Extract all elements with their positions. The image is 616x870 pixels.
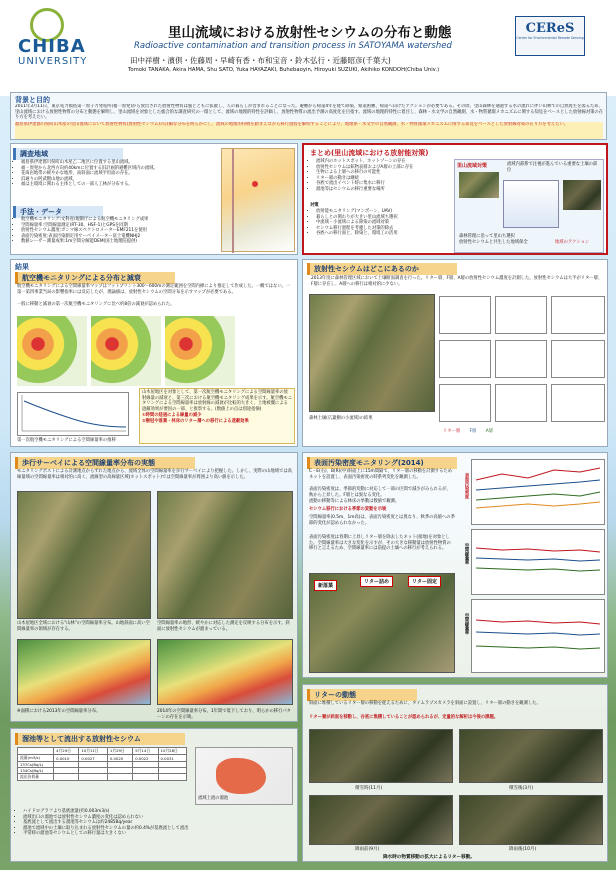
table-cell: 4月29日 <box>54 748 79 755</box>
pond-notes <box>17 809 293 837</box>
summary-diagram-title: 里山流域対策 <box>457 163 488 169</box>
map-road <box>232 149 234 253</box>
pond-table-row <box>18 774 187 781</box>
surface-section <box>302 452 608 678</box>
surface-text-2: 表面汚染密度は、季節的変動に対応して一部の区間で減少がみられるが、秋から上昇した。F層とは異なる変化。 <box>309 487 451 498</box>
where-graph-7 <box>439 384 491 422</box>
summary-diagram <box>454 159 604 253</box>
surface-chart-1 <box>471 459 605 525</box>
aerial-heading: 航空機モニタリングによる分布と減衰 <box>15 272 175 284</box>
ceres-logo <box>515 16 585 56</box>
measure-item: • 中流域・小流域による除染の流域対策 <box>316 220 450 226</box>
table-cell: 0.0031 <box>158 755 186 762</box>
aerial-section <box>10 259 298 447</box>
measure-item: • 暮らしとの関わりが大きい里山流域ち選択 <box>316 215 450 221</box>
summary-heading: まとめ(里山流域における放射能対策) <box>310 149 429 157</box>
summary-section <box>302 143 608 255</box>
summary-legend-3: 地域のアクション <box>555 240 590 245</box>
study-area-list <box>15 160 215 188</box>
walk-dem-left <box>17 639 151 705</box>
walk-dem-right <box>157 639 293 705</box>
summary-item: • 生物による上層への移行の可能性 <box>316 170 450 176</box>
where-text: 2013年度に森林管理区域において土壌断面調査を行った。リター層、F層、A層の放射性セシウム濃度を計測した。放射性セシウムは大半がリター層、F層に存在し、A層への移行は相対的に少ない。 <box>311 276 603 287</box>
walk-caption-bottom-left: ※面積における2013年の空間線量率分布。 <box>17 709 101 714</box>
aerial-callout <box>139 388 295 444</box>
table-cell: 流出負荷量 <box>18 774 54 781</box>
aerial-decay-graph <box>17 392 129 436</box>
summary-diagram-caption: 流域内部系で注視が進んでいる重要な土壌の部位 <box>507 162 598 173</box>
methods-item: • 航空機モニタリング:文科省/規制庁による航空機モニタリング成果 <box>21 217 217 223</box>
pond-note: • 平常時の溜池等セシウムとしての移行量は大きくない <box>23 831 293 837</box>
summary-legend-1: 森林管理に沿って里山ち選択 <box>459 234 515 239</box>
litter-photo-4 <box>459 795 603 845</box>
litter-photo-caption-3: 降雨前(9月) <box>355 847 380 852</box>
study-area-map <box>221 148 295 252</box>
pond-table-row <box>18 755 187 762</box>
pond-map <box>195 747 293 805</box>
aerial-map-1 <box>17 316 87 386</box>
surface-chart-1-lines <box>472 460 604 524</box>
table-cell: 0.0022 <box>133 755 158 762</box>
where-aerial-photo <box>309 294 435 412</box>
aerial-callout-point-1: ①時間の経過による線量の減少 <box>142 413 202 419</box>
authors-jp: 田中祥樹・濱倶・佐藤周・早崎有香・布和宝音・鈴木弘行・近藤昭彦(千葉大) <box>130 56 391 65</box>
ceres-logo-sub: Center for Environmental Remote Sensing <box>516 36 584 40</box>
map-red-marker <box>252 181 258 187</box>
surface-chart-3 <box>471 599 605 673</box>
authors-en: Tomoki TANAKA, Akira HAMA, Shu SATO, Yuka HAYAZAKI, Buhebaoyin, Hiroyuki SUZUKI, Akihiko KONDOH(Chiba Univ.) <box>128 67 440 73</box>
methods-heading: 手法・データ <box>13 206 103 218</box>
header <box>0 0 616 96</box>
surface-heading: 表面汚染密度モニタリング(2014) <box>307 457 457 469</box>
summary-diagram-sketch <box>503 180 559 228</box>
surface-chart-3-lines <box>472 600 604 672</box>
table-cell: 0.0020 <box>107 755 132 762</box>
surface-chart-2 <box>471 529 605 595</box>
chiba-logo-sub: UNIVERSITY <box>18 56 88 67</box>
photo-tag-litter-fixed: リター固定 <box>408 576 441 587</box>
surface-photo <box>309 573 455 673</box>
summary-item: • リター層の動きは継続 <box>316 176 450 182</box>
surface-text-3: 流動の移動等による林床の挙動は数値で観測。 <box>309 499 400 504</box>
study-area-heading: 調査地域 <box>13 148 123 160</box>
background-highlight: 福島県伊達郡川俣町山木屋の里山流域において放射性物質(放射性セシウム)の詳細な分布を明らかにし、流域の地理的特徴を踏まえながら移行過程を解明することにより、地理系・水文学の自然観測、水・物質循環メカニズムに関する知見をベースとした放射線対策の在り方を考えたい。 <box>15 122 603 139</box>
aerial-callout-point-2: ②樹冠や落葉・林床のリター層への移行による遮蔽効果 <box>142 418 249 424</box>
measure-item: • 放射能モニタリング(マンボーン、UAV) <box>316 209 450 215</box>
summary-diagram-photo-2 <box>563 180 601 210</box>
pond-map-caption: 流域上流の溜池 <box>198 796 229 801</box>
where-heading: 放射性セシウムはどこにあるのか <box>307 263 457 275</box>
methods-item: • 放射性セシウム濃度:ガンマ線スペクトロメーターEMF211を使用 <box>21 228 217 234</box>
litter-photo-3 <box>309 795 453 845</box>
aerial-caption: 第一次航空機モニタリングによる空間線量率の推移 <box>17 438 116 443</box>
pond-note: • ハイドログラフより基底流量(約0.003m3/s) <box>23 809 293 815</box>
table-cell: 10月28日 <box>158 748 186 755</box>
methods-heading-bar <box>11 206 219 254</box>
where-graph-4 <box>439 340 491 378</box>
summary-list <box>310 159 450 193</box>
pond-note: • 流域出口の溜池では放射性セシウム濃度の変化は認められない <box>23 815 293 821</box>
legend-a-layer: A層 <box>485 429 493 434</box>
where-graph-6 <box>551 340 605 378</box>
measures-list <box>310 209 450 237</box>
legend-litter: リター層 <box>443 429 461 434</box>
photo-tag-new-litter: 新落葉 <box>314 580 337 591</box>
where-graph-8 <box>495 384 547 422</box>
where-table-caption: 森林土壌(広葉樹の小流域)の結果 <box>309 416 373 421</box>
summary-item: • 放射性セシウムは鉱物表層およびA層の上部に存在 <box>316 165 450 171</box>
walk-text: モニタリングポストによる計測地点からずれた地点から、流域全体の空間線量率を歩行サーベイにより把握した。しかし、実際の山地域では高線量域の空間線量率は相対的に高く、流線型の高線量区域(ホットスポット)では空間線量率が周囲より高い値を示した。 <box>17 469 292 480</box>
poster-title-jp: 里山流域における放射性セシウムの分布と動態 <box>168 25 452 41</box>
surface-text: C・E(右)、B(R)(中)斜面上に15m間隔で、リター層の移動を計測するためネットを設置し、表面汚染密度の時系列変化を観測した。 <box>309 469 452 480</box>
litter-bottom-caption: 降水時の物質移動の拡大によるリター移動。 <box>383 855 475 860</box>
table-cell: 流量(m3/s) <box>18 755 54 762</box>
background-section <box>10 92 607 140</box>
photo-tag-litter-filled: リター詰め <box>360 576 393 587</box>
methods-item: • 数値レーザー測量成果:1m空間分解能DEM(国土地理院提供) <box>21 239 217 245</box>
summary-item: • 谷底で流出イベント時に集水に移行 <box>316 181 450 187</box>
where-graph-5 <box>495 340 547 378</box>
where-graph-9 <box>551 384 605 422</box>
legend-f-layer: F層 <box>469 429 477 434</box>
methods-item: • 表面汚染密度:表面汚染測定用サーベイメーター富士電機NHJ2 <box>21 234 217 240</box>
litter-heading: リターの動態 <box>307 689 417 701</box>
study-area-item: • 浜通りの阿武隈山地の流域。 <box>21 177 215 183</box>
where-legend <box>443 428 493 434</box>
study-area-item: • 福島県伊達郡川俣町山木屋乙二地区に位置する里山流域。 <box>21 160 215 166</box>
table-cell: 137Cs(Bq/L) <box>18 762 54 768</box>
pond-map-area <box>216 758 266 794</box>
measure-item: • 谷底への移行面と、除染と、環境工の活用 <box>316 231 450 237</box>
aerial-text: 航空機モニタリングによる空間線量率マップはフットプリント300〜600mの測定範囲を空間内挿により推定して作成した。一概ではない。一第一第四事業当局の影響指率には反応したが、理論値は、放射性セシウムの空間分布を示すマップが必要である。 <box>17 284 291 295</box>
where-graph-2 <box>495 296 547 334</box>
pond-note: • 溜池で流域中の土壌に取り込まれる放射性セシウムの量の約0.4%が基底流として流出 <box>23 826 293 832</box>
methods-item: • 空間線量率:空間線量測定(RT-30、HSF-1)とGPSを同期 <box>21 223 217 229</box>
where-graph-3 <box>551 296 605 334</box>
table-cell <box>18 748 54 755</box>
aerial-map-3 <box>165 316 235 386</box>
study-area-item: • 福一原発から北西方向約40kmに位置する旧計画的避難区域内の流域。 <box>21 166 215 172</box>
measures-title: 対策 <box>310 203 319 208</box>
walk-heading: 歩行サーベイによる空間線量率分布の実態 <box>15 457 195 469</box>
pond-table <box>17 747 187 781</box>
walk-caption-bottom-right: 2014年の空間線量率分布。1年間で低下しており、明らかの移行パターンの存在を示唆。 <box>157 709 291 720</box>
measure-item: • セシウム移行過程を考慮した対策的除去 <box>316 226 450 232</box>
aerial-text-2: 一般に移動と減衰の第一次航空機モニタリングに比べ約8倍の減衰が認められた。 <box>17 302 175 307</box>
poster-title-en: Radioactive contamination and transition process in SATOYAMA watershed <box>134 41 452 51</box>
litter-text-2: リター層が斜面を移動し、谷底に集積していることが認められるが、定量的な解析は今後の課題。 <box>309 715 499 720</box>
pond-section <box>10 728 298 862</box>
surface-chart-label-3: 空間線量率 <box>464 613 469 635</box>
surface-chart-label-1: 表面汚染密度 <box>464 473 469 499</box>
litter-photo-caption-2: 積雪後(3月) <box>509 786 534 791</box>
summary-diagram-photo <box>459 172 499 198</box>
walk-caption-right: 空間線量率の地形、緩やかに対応した測定を反映する分布を示す。斜面に放射性セシウムが溜まっている。 <box>157 621 290 632</box>
where-graph-1 <box>439 296 491 334</box>
surface-chart-2-lines <box>472 530 604 594</box>
decay-curve <box>18 393 128 435</box>
litter-section <box>302 684 608 862</box>
surface-text-5: 表面汚染密度は春期に上昇しリター層を除去したネット(接地)を対象とした。空間線量率は大きな変化を示すが、その大きな移動量は放射性物質の移行と言えるため、空間線量率には前提の土壌への移行が考えられる。 <box>309 535 451 552</box>
pond-note: • 基底流として流出する溜池等セシウムは約2485Bq/year <box>23 820 293 826</box>
litter-photo-caption-1: 積雪時(11月) <box>355 786 383 791</box>
table-cell: 5月14日 <box>133 748 158 755</box>
study-area-item: • 花崗岩地帯の緩やかな地形、南斜面に流域平坦面の存在。 <box>21 171 215 177</box>
walk-caption-left: 山木屋地区全域における"山林"の空間線量率分布。山地斜面に高い空間線量率の領域が存在する。 <box>17 621 150 632</box>
results-heading: 結果 <box>15 263 29 271</box>
aerial-callout-text: 山木屋地区を対象として、第一次航空機モニタリングによる空間線量率の放射線量の減衰と、第三次における航空機モニタリング成果を示す。航空機モニタリングによる空間線量率は放射線の減衰が比較的大きく、土地被覆による遮蔽効果が要因の一部、と推察する。(数値上の点は別途指摘) <box>142 390 292 412</box>
walk-section <box>10 452 298 722</box>
litter-photo-1 <box>309 729 453 783</box>
aerial-map-2 <box>91 316 161 386</box>
table-cell: 1月29日 <box>107 748 132 755</box>
ceres-logo-text: CEReS <box>525 21 575 36</box>
walk-map-left <box>17 491 151 619</box>
background-heading: 背景と目的 <box>15 96 50 104</box>
summary-item: • 溜池等はセシウムの移行重要な場所 <box>316 187 450 193</box>
litter-photo-caption-4: 降雨後(10月) <box>509 847 537 852</box>
surface-highlight: セシウム移行における季節の変動を示唆 <box>309 507 387 512</box>
pond-heading: 溜池等として流出する放射性セシウム <box>15 733 185 745</box>
summary-legend-2: 放射性セシウムと共生した地域保全 <box>459 240 528 245</box>
litter-photo-2 <box>459 729 603 783</box>
table-cell: 0.0010 <box>54 755 79 762</box>
table-cell: 0.0027 <box>79 755 107 762</box>
where-section <box>302 259 608 447</box>
table-cell: 10月11日 <box>79 748 107 755</box>
summary-item: • 流域内のホットスポット、ホットゾーンの存在 <box>316 159 450 165</box>
study-area-item: • 福は主環境に関わる主体としての一部人工林が分布する。 <box>21 182 215 188</box>
table-cell: 134Cs(Bq/L) <box>18 768 54 774</box>
surface-chart-label-2: 空間線量率 <box>464 543 469 565</box>
study-area-section <box>10 143 298 255</box>
methods-list <box>15 217 217 245</box>
background-text: 2011年3月11日、東京電力福島第一原子力発電所(福一原発)から放出された放射性物質は風とともに拡散し、人の暮らしが営まれることになった。避難から帰還4年を経て除染、帰還困難、帰還へ向けたアクションが必要である。その際、里山森林を通過する水の流れに伴い山林での自然再生を図るため、里山流域における放射性物質の分布と動態を解明し、里山流域を対象とした総合的な調査研究の一環として、流域の地理的特性を評価し、放射性物質の流出予測の高度化を目指す。流域の地理的特性に着目し、森林・水文学の自然観測、水・物質循環メカニズムに関する知見をベースとした放射線対策の在り方を考えたい。 <box>15 104 603 121</box>
pond-table-row <box>18 748 187 755</box>
walk-map-right <box>157 491 293 619</box>
chiba-logo-text: CHIBA <box>18 36 86 57</box>
litter-text: 斜面に堆積しているリター層の移動を捉えるために、タイムラプスカメラを斜面に設置し、リター層の動きを観測した。 <box>309 701 541 706</box>
surface-text-4: 空間線量率(0.5m、1m高)は、表面汚染密度とは異なり、秋季の高値への季節的変化が認められなかった。 <box>309 515 455 526</box>
